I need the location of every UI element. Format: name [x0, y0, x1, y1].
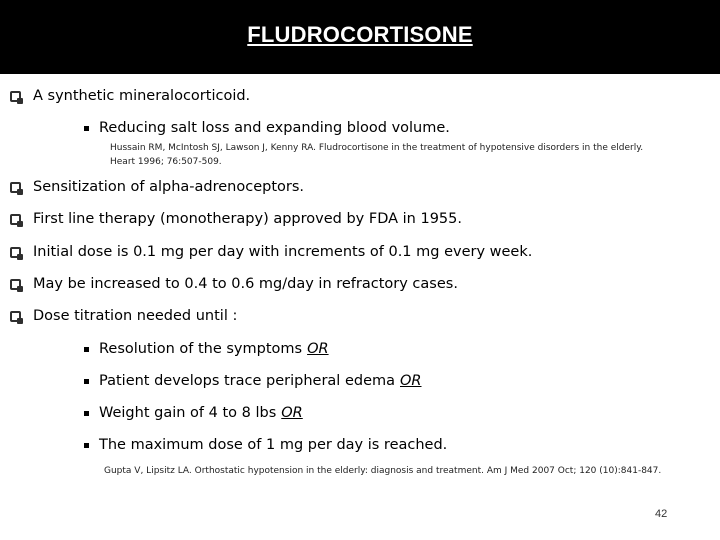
reference-1 — [110, 141, 643, 169]
reference-2: Gupta V, Lipsitz LA. Orthostatic hypotension in the elderly: diagnosis and treatment. Am J Med 2007 Oct; 120 (10):841-847. — [104, 466, 662, 476]
sub-bullet-text: Reducing salt loss and expanding blood volume. — [99, 120, 450, 136]
sub-bullet-text: Patient develops trace peripheral edema — [99, 373, 395, 389]
bullet-item — [10, 308, 237, 324]
bullet-text: Dose titration needed until : — [33, 308, 238, 324]
page-number: 42 — [655, 508, 668, 520]
square-bullet-icon — [84, 347, 89, 352]
or-connector: OR — [400, 373, 422, 389]
square-bullet-icon — [84, 443, 89, 448]
sub-bullet-text: The maximum dose of 1 mg per day is reached. — [99, 437, 448, 453]
checkbox-bullet-icon — [10, 214, 21, 225]
title-bar — [0, 0, 720, 74]
or-connector: OR — [281, 405, 303, 421]
checkbox-bullet-icon — [10, 247, 21, 258]
bullet-text: A synthetic mineralocorticoid. — [33, 88, 251, 104]
bullet-text: First line therapy (monotherapy) approved by FDA in 1955. — [33, 211, 462, 227]
checkbox-bullet-icon — [10, 91, 21, 102]
checkbox-bullet-icon — [10, 182, 21, 193]
slide-title: FLUDROCORTISONE — [247, 22, 473, 47]
checkbox-bullet-icon — [10, 279, 21, 290]
or-connector: OR — [307, 341, 329, 357]
reference-1-line-1: Hussain RM, McIntosh SJ, Lawson J, Kenny RA. Fludrocortisone in the treatment of hypotensive disorders in the elderly. — [110, 143, 644, 153]
bullet-item — [10, 211, 462, 227]
checkbox-bullet-icon — [10, 311, 21, 322]
sub-bullet-item — [84, 437, 447, 453]
sub-bullet-item — [84, 405, 303, 421]
bullet-item — [10, 179, 304, 195]
sub-bullet-item — [84, 120, 450, 136]
bullet-item — [10, 276, 458, 292]
square-bullet-icon — [84, 379, 89, 384]
bullet-text: May be increased to 0.4 to 0.6 mg/day in refractory cases. — [33, 276, 458, 292]
square-bullet-icon — [84, 126, 89, 131]
sub-bullet-item — [84, 341, 329, 357]
bullet-item — [10, 88, 250, 104]
sub-bullet-item — [84, 373, 422, 389]
bullet-item — [10, 244, 532, 260]
square-bullet-icon — [84, 411, 89, 416]
sub-bullet-text: Weight gain of 4 to 8 lbs — [99, 405, 277, 421]
reference-1-line-2: Heart 1996; 76:507-509. — [110, 157, 222, 167]
sub-bullet-text: Resolution of the symptoms — [99, 341, 303, 357]
bullet-text: Initial dose is 0.1 mg per day with increments of 0.1 mg every week. — [33, 244, 533, 260]
bullet-text: Sensitization of alpha-adrenoceptors. — [33, 179, 304, 195]
